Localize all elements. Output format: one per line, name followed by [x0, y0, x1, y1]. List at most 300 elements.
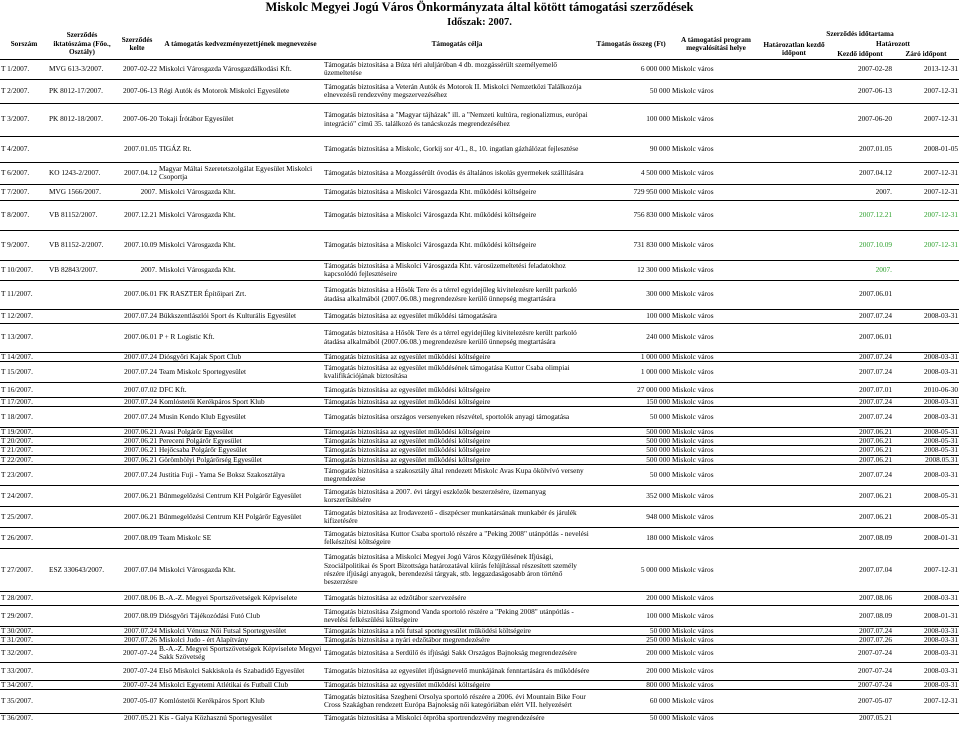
cell-kelte: 2007.07.24 [116, 352, 158, 361]
cell-hatarozatlan [761, 406, 827, 427]
cell-osszeg: 200 000 [591, 645, 671, 662]
cell-kedvezmenyezett: Görömbölyi Polgárőrség Egyesület [158, 455, 323, 464]
cell-kezdo: 2007.06.21 [827, 437, 893, 446]
cell-kedvezmenyezett: Tokaji Írótábor Egyesület [158, 103, 323, 136]
cell-iktato: ESZ 330643/2007. [48, 548, 116, 591]
cell-hely: Miskolc város [671, 455, 761, 464]
table-row [0, 427, 959, 436]
cell-kezdo: 2007.06.21 [827, 506, 893, 527]
cell-kezdo: 2007.07.01 [827, 382, 893, 397]
cell-zaro [893, 323, 959, 352]
cell-cel: Támogatás biztosítása Kuttor Csaba sportoló részére a "Peking 2008" utánpótlás - nevelési felkészítési költségeire [323, 527, 591, 548]
cell-hatarozatlan [761, 645, 827, 662]
cell-hatarozatlan [761, 427, 827, 436]
cell-kedvezmenyezett: Miskolci Városgazda Kht. [158, 184, 323, 200]
cell-kelte: 2007-07-24 [116, 645, 158, 662]
cell-cel: Támogatás biztosítása az egyesület működési költségeire [323, 446, 591, 455]
cell-kelte: 2007.06.21 [116, 427, 158, 436]
cell-iktato: MVG 613-3/2007. [48, 59, 116, 79]
table-row [0, 635, 959, 644]
cell-hatarozatlan [761, 626, 827, 635]
cell-zaro: 2008-05-31 [893, 427, 959, 436]
cell-sorszam: T 4/2007. [0, 136, 48, 162]
cell-hatarozatlan [761, 309, 827, 323]
table-row [0, 406, 959, 427]
table-body [0, 59, 959, 722]
cell-kedvezmenyezett: P + R Logistic Kft. [158, 323, 323, 352]
header-zaro: Záró időpont [905, 49, 947, 58]
cell-osszeg: 50 000 [591, 464, 671, 485]
table-row [0, 352, 959, 361]
cell-osszeg: 50 000 [591, 713, 671, 722]
cell-osszeg: 200 000 [591, 662, 671, 680]
cell-cel: Támogatás biztosítása a Serdülő és ifjúsági Sakk Országos Bajnokság megrendezésére [323, 645, 591, 662]
cell-osszeg: 100 000 [591, 605, 671, 626]
cell-zaro: 2008-03-31 [893, 352, 959, 361]
cell-iktato [48, 626, 116, 635]
cell-zaro: 2008-01-31 [893, 605, 959, 626]
cell-zaro: 2008-03-31 [893, 635, 959, 644]
table-row [0, 548, 959, 591]
cell-cel: Támogatás biztosítása az egyesület működési költségeire [323, 680, 591, 689]
cell-hely: Miskolc város [671, 591, 761, 605]
cell-cel: Támogatás biztosítása a 2007. évi tárgyi eszközök beszerzésére, üzemanyag korszerűsítésére [323, 485, 591, 506]
cell-kezdo: 2007.06.21 [827, 455, 893, 464]
cell-iktato [48, 437, 116, 446]
header-kedvezmenyezett: A támogatás kedvezményezettjének megnevezése [164, 38, 317, 48]
cell-kelte: 2007.12.21 [116, 200, 158, 230]
cell-zaro [893, 713, 959, 722]
cell-hatarozatlan [761, 506, 827, 527]
cell-zaro: 2008-05-31 [893, 437, 959, 446]
table-row [0, 361, 959, 382]
cell-kezdo: 2007.04.12 [827, 162, 893, 184]
cell-hatarozatlan [761, 455, 827, 464]
cell-kelte: 2007.06.21 [116, 455, 158, 464]
cell-hely: Miskolc város [671, 361, 761, 382]
cell-sorszam: T 2/2007. [0, 79, 48, 103]
cell-hely: Miskolc város [671, 548, 761, 591]
cell-hatarozatlan [761, 680, 827, 689]
cell-hatarozatlan [761, 59, 827, 79]
cell-osszeg: 50 000 [591, 626, 671, 635]
cell-kedvezmenyezett: TIGÁZ Rt. [158, 136, 323, 162]
cell-kelte: 2007.07.04 [116, 548, 158, 591]
cell-cel: Támogatás biztosítása a szakosztály által rendezett Miskolc Avas Kupa ökölvívó verseny megrendezése [323, 464, 591, 485]
cell-cel: Támogatás biztosítása a "Magyar tájházak" ill. a "Nemzeti kultúra, regionalizmus, európai integráció" című 35. találkozó és tanácskozás megrendezéséhez [323, 103, 591, 136]
cell-sorszam: T 8/2007. [0, 200, 48, 230]
header-kelte: Szerződés kelte [121, 34, 153, 52]
cell-zaro: 2008-03-31 [893, 309, 959, 323]
cell-sorszam: T 16/2007. [0, 382, 48, 397]
cell-kelte: 2007. [116, 184, 158, 200]
cell-kelte: 2007.07.26 [116, 635, 158, 644]
cell-kelte: 2007.06.21 [116, 506, 158, 527]
cell-zaro: 2008-05-31 [893, 446, 959, 455]
cell-iktato [48, 689, 116, 713]
cell-cel: Támogatás biztosítása a Miskolc, Gorkij sor 4/1., 8., 10. ingatlan gázhálózat fejlesztése [323, 136, 591, 162]
cell-kelte: 2007.10.09 [116, 230, 158, 260]
cell-sorszam: T 24/2007. [0, 485, 48, 506]
cell-hatarozatlan [761, 437, 827, 446]
cell-osszeg: 1 000 000 [591, 361, 671, 382]
cell-hatarozatlan [761, 136, 827, 162]
cell-zaro: 2007-12-31 [893, 548, 959, 591]
cell-cel: Támogatás biztosítása az egyesület működési támogatására [323, 309, 591, 323]
cell-osszeg: 5 000 000 [591, 548, 671, 591]
cell-iktato [48, 464, 116, 485]
cell-cel: Támogatás biztosítása az egyesület ifjúságnevelő munkájának fenntartására és működésére [323, 662, 591, 680]
cell-iktato [48, 645, 116, 662]
cell-zaro: 2008-05-31 [893, 506, 959, 527]
cell-kedvezmenyezett: Diósgyőri Kajak Sport Club [158, 352, 323, 361]
cell-zaro: 2008.05.31 [893, 455, 959, 464]
cell-cel: Támogatás biztosítása az Irodavezető - diszpécser munkatársának munkabér és járulék kifizetésére [323, 506, 591, 527]
cell-cel: Támogatás biztosítása az egyesület működésének támogatása Kuttor Csaba olimpiai kvalifikációjának biztosítása [323, 361, 591, 382]
cell-hatarozatlan [761, 713, 827, 722]
cell-kedvezmenyezett: Miskolci Városgazda Városgazdálkodási Kft. [158, 59, 323, 79]
cell-sorszam: T 34/2007. [0, 680, 48, 689]
cell-iktato [48, 680, 116, 689]
cell-sorszam: T 32/2007. [0, 645, 48, 662]
cell-iktato [48, 352, 116, 361]
table-row [0, 382, 959, 397]
cell-osszeg: 180 000 [591, 527, 671, 548]
cell-cel: Támogatás biztosítása az egyesület működési költségeire [323, 427, 591, 436]
table-row [0, 136, 959, 162]
cell-iktato [48, 427, 116, 436]
cell-cel: Támogatás biztosítása az egyesület működési költségeire [323, 455, 591, 464]
cell-hely: Miskolc város [671, 464, 761, 485]
cell-zaro: 2007-12-31 [893, 103, 959, 136]
cell-zaro: 2010-06-30 [893, 382, 959, 397]
cell-sorszam: T 29/2007. [0, 605, 48, 626]
cell-osszeg: 756 830 000 [591, 200, 671, 230]
cell-kedvezmenyezett: Miskolci Városgazda Kht. [158, 230, 323, 260]
cell-kedvezmenyezett: B.-A.-Z. Megyei Sportszövetségek Képviselete [158, 591, 323, 605]
cell-sorszam: T 35/2007. [0, 689, 48, 713]
cell-hely: Miskolc város [671, 230, 761, 260]
table-row [0, 605, 959, 626]
cell-kezdo: 2007.12.21 [827, 200, 893, 230]
cell-cel: Támogatás biztosítása az egyesület működési költségeire [323, 352, 591, 361]
cell-hatarozatlan [761, 397, 827, 406]
cell-sorszam: T 11/2007. [0, 280, 48, 309]
header-osszeg: Támogatás összeg (Ft) [596, 38, 666, 48]
cell-kedvezmenyezett: DFC Kft. [158, 382, 323, 397]
cell-kezdo: 2007.07.24 [827, 397, 893, 406]
cell-zaro: 2013-12-31 [893, 59, 959, 79]
cell-kelte: 2007.01.05 [116, 136, 158, 162]
cell-hatarozatlan [761, 382, 827, 397]
cell-cel: Támogatás biztosítása a Miskolci Városgazda Kht. működési költségeire [323, 200, 591, 230]
cell-hatarozatlan [761, 464, 827, 485]
cell-osszeg: 800 000 [591, 680, 671, 689]
table-row [0, 455, 959, 464]
cell-kelte: 2007.07.02 [116, 382, 158, 397]
cell-hely: Miskolc város [671, 184, 761, 200]
cell-kedvezmenyezett: Bűnmegelőzési Centrum KH Polgárőr Egyesület [158, 485, 323, 506]
cell-kedvezmenyezett: Team Miskolc SE [158, 527, 323, 548]
table-row [0, 309, 959, 323]
cell-kezdo: 2007-07-24 [827, 662, 893, 680]
cell-zaro: 2008-03-31 [893, 662, 959, 680]
cell-osszeg: 300 000 [591, 280, 671, 309]
cell-kezdo: 2007.06.21 [827, 427, 893, 436]
cell-hatarozatlan [761, 162, 827, 184]
cell-hatarozatlan [761, 280, 827, 309]
cell-hely: Miskolc város [671, 662, 761, 680]
cell-iktato [48, 591, 116, 605]
cell-kezdo: 2007.06.21 [827, 446, 893, 455]
cell-iktato [48, 309, 116, 323]
cell-kezdo: 2007.07.04 [827, 548, 893, 591]
header-hatarozatlan: Határozatlan kezdő időpont [763, 39, 825, 57]
cell-osszeg: 731 830 000 [591, 230, 671, 260]
cell-sorszam: T 23/2007. [0, 464, 48, 485]
cell-kezdo: 2007.07.24 [827, 626, 893, 635]
cell-kedvezmenyezett: Miskolci Városgazda Kht. [158, 548, 323, 591]
cell-kezdo: 2007-06-20 [827, 103, 893, 136]
cell-hely: Miskolc város [671, 323, 761, 352]
cell-hatarozatlan [761, 635, 827, 644]
cell-iktato [48, 605, 116, 626]
cell-cel: Támogatás biztosítása a Miskolci Megyei Jogú Város Közgyűlésének Ifjúsági, Szociálpolitikai és Sport Bizottsága határozatával kiírás felújítással részesített személy részére ifjúsági anyagok, berendezési tárgyak, stb. leggazdaságosabb áron történő beszerzésre [323, 548, 591, 591]
cell-kezdo: 2007.08.06 [827, 591, 893, 605]
cell-zaro: 2008-03-31 [893, 680, 959, 689]
cell-hely: Miskolc város [671, 136, 761, 162]
cell-hely: Miskolc város [671, 485, 761, 506]
cell-cel: Támogatás biztosítása az egyesület működési költségeire [323, 397, 591, 406]
cell-sorszam: T 22/2007. [0, 455, 48, 464]
table-row [0, 280, 959, 309]
cell-hely: Miskolc város [671, 352, 761, 361]
cell-zaro: 2008-05-31 [893, 485, 959, 506]
cell-hely: Miskolc város [671, 506, 761, 527]
cell-kezdo: 2007.07.24 [827, 406, 893, 427]
cell-zaro: 2008-03-31 [893, 406, 959, 427]
table-row [0, 446, 959, 455]
table-row [0, 397, 959, 406]
cell-hely: Miskolc város [671, 59, 761, 79]
cell-cel: Támogatás biztosítása a Miskolci Városgazda Kht. működési költségeire [323, 230, 591, 260]
cell-hatarozatlan [761, 605, 827, 626]
cell-osszeg: 150 000 [591, 397, 671, 406]
cell-iktato: KO 1243-2/2007. [48, 162, 116, 184]
cell-hatarozatlan [761, 323, 827, 352]
cell-iktato: MVG 1566/2007. [48, 184, 116, 200]
cell-cel: Támogatás biztosítása a Miskolci ötpróba sportrendezvény megrendezésére [323, 713, 591, 722]
cell-sorszam: T 30/2007. [0, 626, 48, 635]
cell-kedvezmenyezett: Magyar Máltai Szeretetszolgálat Egyesület Miskolci Csoportja [158, 162, 323, 184]
cell-osszeg: 500 000 [591, 437, 671, 446]
cell-kezdo: 2007.01.05 [827, 136, 893, 162]
cell-kedvezmenyezett: Első Miskolci Sakkiskola és Szabadidő Egyesület [158, 662, 323, 680]
cell-hely: Miskolc város [671, 689, 761, 713]
cell-zaro: 2007-12-31 [893, 162, 959, 184]
contracts-table [0, 29, 959, 722]
cell-iktato [48, 455, 116, 464]
cell-hely: Miskolc város [671, 200, 761, 230]
cell-kezdo: 2007. [827, 184, 893, 200]
cell-osszeg: 27 000 000 [591, 382, 671, 397]
header-cel: Támogatás célja [431, 38, 483, 48]
cell-kezdo: 2007.06.01 [827, 323, 893, 352]
table-row [0, 645, 959, 662]
cell-osszeg: 352 000 [591, 485, 671, 506]
cell-iktato [48, 406, 116, 427]
cell-cel: Támogatás biztosítása az edzőtábor szervezésére [323, 591, 591, 605]
cell-sorszam: T 20/2007. [0, 437, 48, 446]
cell-kelte: 2007.05.21 [116, 713, 158, 722]
cell-cel: Támogatás biztosítása a női futsal sportegyesület működési költségeire [323, 626, 591, 635]
cell-hely: Miskolc város [671, 382, 761, 397]
cell-hely: Miskolc város [671, 406, 761, 427]
cell-osszeg: 50 000 [591, 79, 671, 103]
cell-hely: Miskolc város [671, 309, 761, 323]
table-row [0, 626, 959, 635]
cell-cel: Támogatás biztosítása Zsigmond Vanda sportoló részére a "Peking 2008" utánpótlás - nevelési felkészülési költségeire [323, 605, 591, 626]
cell-zaro: 2007-12-31 [893, 230, 959, 260]
header-sorszam: Sorszám [10, 38, 38, 48]
cell-kedvezmenyezett: B.-A.-Z. Megyei Sportszövetségek Képviselete Megyei Sakk Szövetség [159, 644, 322, 662]
table-row [0, 680, 959, 689]
cell-iktato [48, 662, 116, 680]
cell-kelte: 2007.06.21 [116, 446, 158, 455]
table-row [0, 527, 959, 548]
cell-kedvezmenyezett: Hejőcsaba Polgárőr Egyesület [158, 446, 323, 455]
header-iktato: Szerződés iktatószáma (Főo., Osztály) [53, 30, 111, 56]
cell-kedvezmenyezett: Avasi Polgárőr Egyesület [158, 427, 323, 436]
cell-kedvezmenyezett: Bükkszentlászlói Sport és Kulturális Egyesület [158, 309, 323, 323]
cell-zaro: 2008-03-31 [893, 645, 959, 662]
cell-osszeg: 240 000 [591, 323, 671, 352]
cell-zaro: 2008-03-31 [893, 464, 959, 485]
cell-osszeg: 948 000 [591, 506, 671, 527]
cell-iktato [48, 635, 116, 644]
cell-sorszam: T 28/2007. [0, 591, 48, 605]
cell-kezdo: 2007.06.21 [827, 485, 893, 506]
cell-sorszam: T 31/2007. [0, 635, 48, 644]
cell-kezdo: 2007.06.01 [827, 280, 893, 309]
cell-hely: Miskolc város [671, 437, 761, 446]
cell-kezdo: 2007.07.24 [827, 309, 893, 323]
cell-kelte: 2007-02-22 [116, 59, 158, 79]
cell-kelte: 2007.08.06 [116, 591, 158, 605]
cell-cel: Támogatás biztosítása a Miskolci Városgazda Kht. városüzemeltetési feladatokhoz kapcsolódó fejlesztéseire [323, 260, 591, 280]
cell-sorszam: T 9/2007. [0, 230, 48, 260]
cell-cel: Támogatás biztosítása a Hősök Tere és a térrel egyidejűleg kivitelezésre került parkoló átadása alkalmából (2007.06.08.) megrendezésre kerülő ünnepség megtartására [323, 323, 591, 352]
cell-kedvezmenyezett: Musin Kendo Klub Egyesület [158, 406, 323, 427]
cell-hely: Miskolc város [671, 162, 761, 184]
cell-zaro: 2007-12-31 [893, 200, 959, 230]
cell-sorszam: T 19/2007. [0, 427, 48, 436]
cell-sorszam: T 7/2007. [0, 184, 48, 200]
table-row [0, 485, 959, 506]
cell-osszeg: 500 000 [591, 446, 671, 455]
cell-osszeg: 50 000 [591, 406, 671, 427]
cell-hatarozatlan [761, 230, 827, 260]
cell-osszeg: 250 000 [591, 635, 671, 644]
cell-sorszam: T 17/2007. [0, 397, 48, 406]
cell-hely: Miskolc város [671, 446, 761, 455]
cell-hatarozatlan [761, 689, 827, 713]
cell-cel: Támogatás biztosítása a Mozgássérült óvodás és általános iskolás gyermekek szállítására [323, 162, 591, 184]
cell-hely: Miskolc város [671, 635, 761, 644]
cell-kelte: 2007.06.01 [116, 280, 158, 309]
table-row [0, 662, 959, 680]
cell-kezdo: 2007-05-07 [827, 689, 893, 713]
cell-sorszam: T 1/2007. [0, 59, 48, 79]
cell-kedvezmenyezett: Régi Autók és Motorok Miskolci Egyesülete [158, 79, 323, 103]
cell-kedvezmenyezett: Pereceni Polgárőr Egyesület [158, 437, 323, 446]
cell-kelte: 2007.04.12 [116, 162, 158, 184]
cell-osszeg: 500 000 [591, 455, 671, 464]
cell-cel: Támogatás biztosítása országos versenyeken részvétel, sportolók anyagi támogatása [323, 406, 591, 427]
cell-hatarozatlan [761, 591, 827, 605]
cell-kedvezmenyezett: Miskolci Városgazda Kht. [158, 200, 323, 230]
cell-iktato [48, 446, 116, 455]
cell-osszeg: 100 000 [591, 103, 671, 136]
cell-hely: Miskolc város [671, 713, 761, 722]
cell-sorszam: T 15/2007. [0, 361, 48, 382]
table-row [0, 59, 959, 79]
cell-hely: Miskolc város [671, 527, 761, 548]
cell-osszeg: 4 500 000 [591, 162, 671, 184]
header-hely: A támogatási program megvalósítási helye [681, 34, 751, 52]
cell-iktato: VB 81152-2/2007. [48, 230, 116, 260]
cell-zaro [893, 260, 959, 280]
cell-osszeg: 1 000 000 [591, 352, 671, 361]
cell-kedvezmenyezett: Kis - Galya Közhasznú Sportegyesület [158, 713, 323, 722]
cell-zaro: 2008-01-05 [893, 136, 959, 162]
cell-hatarozatlan [761, 79, 827, 103]
cell-sorszam: T 33/2007. [0, 662, 48, 680]
table-row [0, 230, 959, 260]
cell-kezdo: 2007.08.09 [827, 605, 893, 626]
cell-sorszam: T 13/2007. [0, 323, 48, 352]
cell-iktato [48, 485, 116, 506]
cell-kelte: 2007.06.21 [116, 485, 158, 506]
cell-cel: Támogatás biztosítása a Hősök Tere és a térrel egyidejűleg kivitelezésre került parkoló átadása alkalmából (2007.06.08.) megrendezésre kerülő ünnepség megtartására [323, 280, 591, 309]
cell-kelte: 2007.06.01 [116, 323, 158, 352]
cell-sorszam: T 10/2007. [0, 260, 48, 280]
cell-zaro: 2008-03-31 [893, 626, 959, 635]
cell-kelte: 2007.07.24 [116, 464, 158, 485]
cell-iktato [48, 397, 116, 406]
header-idotartam: Szerződés időtartama [826, 29, 894, 38]
cell-kedvezmenyezett: Komlóstetői Kerékpáros Sport Klub [158, 689, 323, 713]
cell-hely: Miskolc város [671, 280, 761, 309]
table-row [0, 200, 959, 230]
cell-osszeg: 200 000 [591, 591, 671, 605]
cell-kedvezmenyezett: Diósgyőri Tájékozódási Futó Club [158, 605, 323, 626]
table-row [0, 323, 959, 352]
cell-kedvezmenyezett: Justitia Fuji - Yama Se Boksz Szakosztálya [158, 464, 323, 485]
cell-kedvezmenyezett: Miskolci Vénusz Női Futsal Sportegyesület [158, 626, 323, 635]
cell-kezdo: 2007.05.21 [827, 713, 893, 722]
table-row [0, 103, 959, 136]
cell-hatarozatlan [761, 184, 827, 200]
cell-iktato [48, 136, 116, 162]
header-kezdo: Kezdő időpont [837, 49, 883, 58]
cell-hatarozatlan [761, 485, 827, 506]
cell-kedvezmenyezett: Miskolci Városgazda Kht. [158, 260, 323, 280]
cell-kelte: 2007.06.21 [116, 437, 158, 446]
cell-sorszam: T 36/2007. [0, 713, 48, 722]
cell-iktato [48, 713, 116, 722]
table-row [0, 689, 959, 713]
